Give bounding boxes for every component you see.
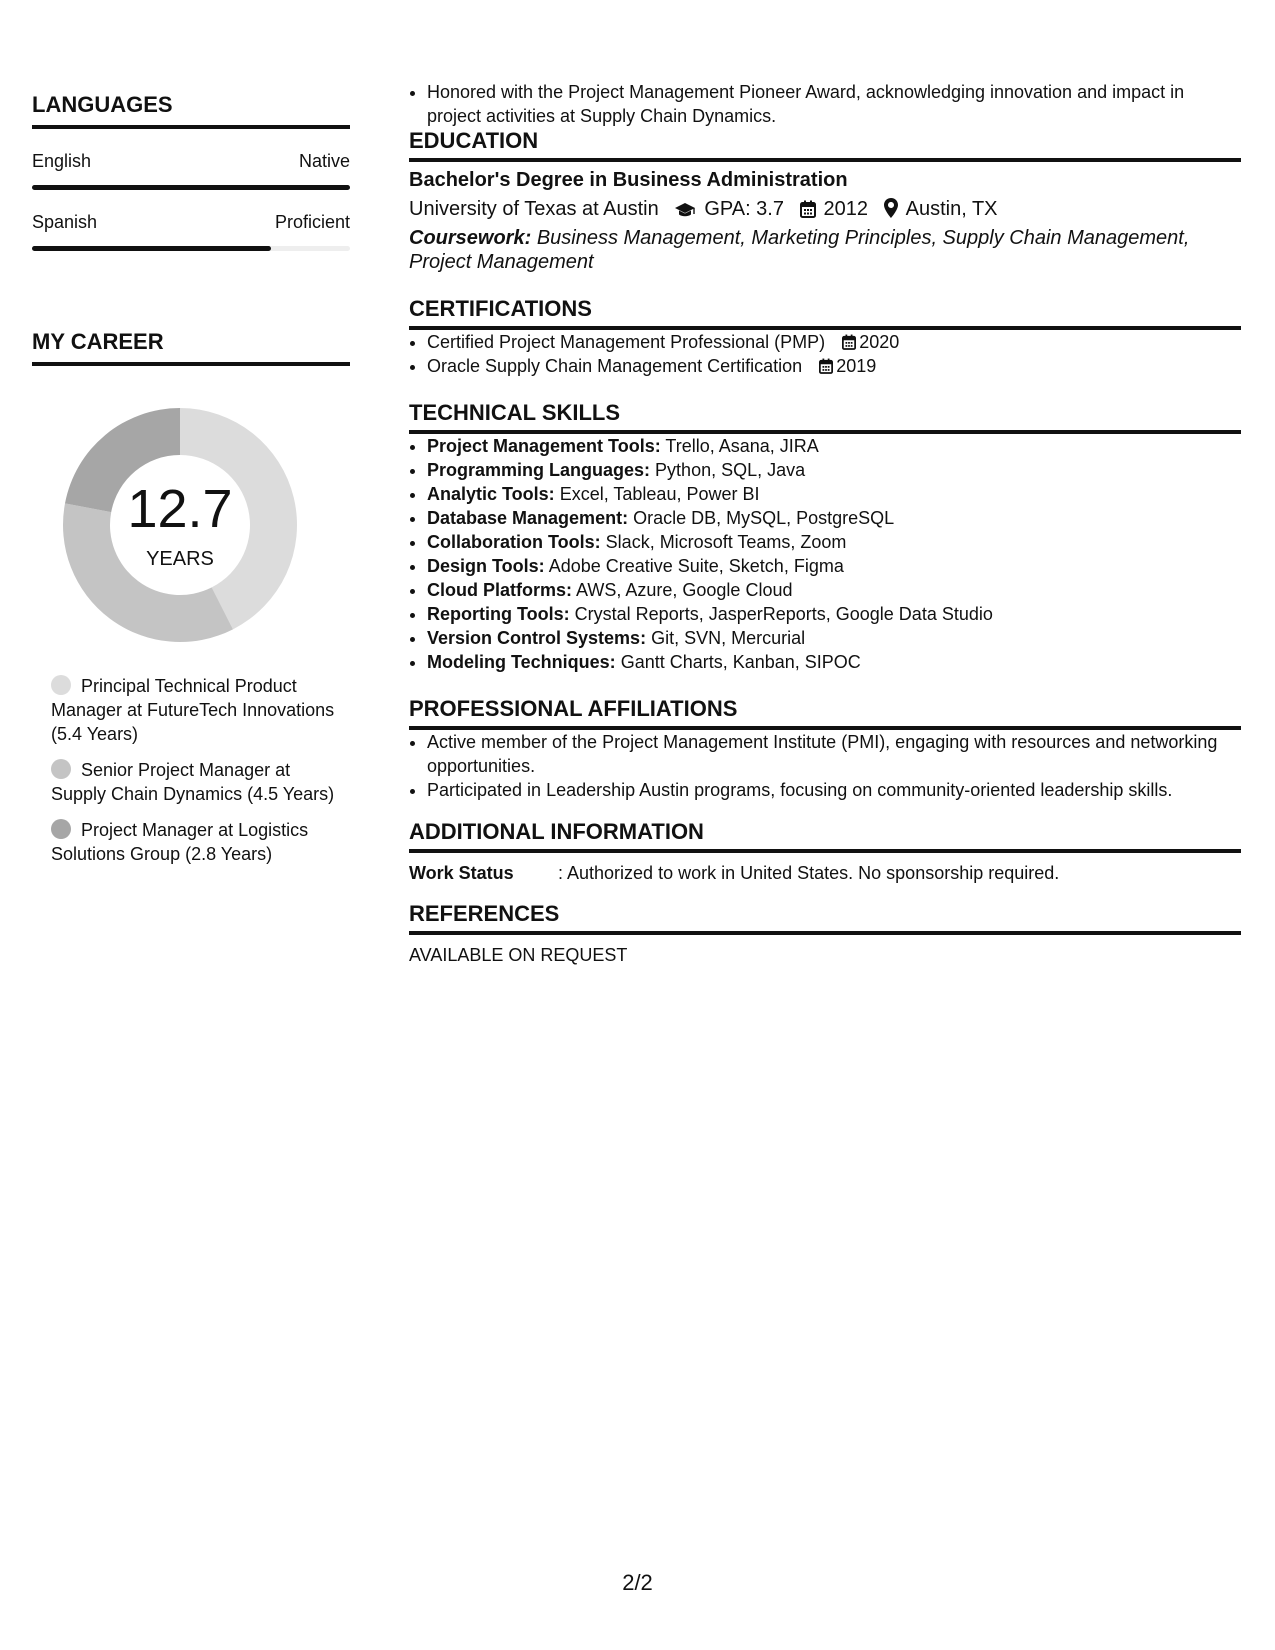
career-legend-label: Senior Project Manager at Supply Chain Dynamics (4.5 Years): [51, 760, 335, 804]
career-legend: [51, 674, 341, 866]
skill-label: Programming Languages:: [427, 460, 651, 480]
skill-item: [427, 602, 1241, 626]
certification-name: Oracle Supply Chain Management Certification: [427, 356, 803, 376]
language-proficiency-fill: [32, 246, 271, 251]
skill-label: Analytic Tools:: [427, 484, 555, 504]
skill-item: [427, 650, 1241, 674]
education-heading: EDUCATION: [409, 128, 1241, 162]
skill-item: [427, 554, 1241, 578]
skill-item: [427, 434, 1241, 458]
school-name: University of Texas at Austin: [409, 198, 659, 220]
certification-name: Certified Project Management Professional (PMP): [427, 332, 826, 352]
coursework-label: Coursework:: [409, 227, 532, 249]
coursework-list: Business Management, Marketing Principles, Supply Chain Management, Project Management: [409, 227, 1190, 273]
language-level: Native: [298, 151, 350, 171]
page-number: 2/2: [622, 1570, 653, 1595]
certifications-heading: CERTIFICATIONS: [409, 296, 1241, 330]
certification-item: [427, 354, 1241, 378]
skill-value: Trello, Asana, JIRA: [665, 436, 819, 456]
skill-label: Database Management:: [427, 508, 629, 528]
skill-label: Design Tools:: [427, 556, 545, 576]
language-item: [32, 151, 350, 190]
education-meta: [409, 198, 1241, 221]
technical-skills-heading: TECHNICAL SKILLS: [409, 400, 1241, 434]
degree-title: Bachelor's Degree in Business Administration: [409, 169, 848, 191]
map-pin-icon: [884, 198, 898, 218]
language-proficiency-bar: [32, 246, 350, 251]
skill-value: Adobe Creative Suite, Sketch, Figma: [548, 556, 844, 576]
references-text: AVAILABLE ON REQUEST: [409, 945, 628, 965]
skill-label: Reporting Tools:: [427, 604, 570, 624]
legend-dot-icon: [51, 759, 71, 779]
education-section: [409, 128, 1241, 274]
references-heading: REFERENCES: [409, 901, 1241, 935]
skill-value: Oracle DB, MySQL, PostgreSQL: [633, 508, 895, 528]
calendar-icon: [819, 358, 833, 374]
skill-value: AWS, Azure, Google Cloud: [576, 580, 793, 600]
additional-info-heading: ADDITIONAL INFORMATION: [409, 819, 1241, 853]
certification-year: 2020: [859, 332, 900, 352]
certification-year: 2019: [836, 356, 877, 376]
skill-label: Project Management Tools:: [427, 436, 661, 456]
skill-value: Gantt Charts, Kanban, SIPOC: [620, 652, 861, 672]
language-proficiency-fill: [32, 185, 350, 190]
career-heading: MY CAREER: [32, 329, 350, 366]
work-status-label: Work Status: [409, 863, 514, 883]
skill-item: [427, 626, 1241, 650]
legend-dot-icon: [51, 819, 71, 839]
technical-skills-section: [409, 400, 1241, 674]
skill-value: Slack, Microsoft Teams, Zoom: [605, 532, 847, 552]
career-donut-chart: [55, 400, 305, 650]
additional-info-section: [409, 819, 1241, 884]
certifications-list: [409, 330, 1241, 378]
career-legend-label: Project Manager at Logistics Solutions Group (2.8 Years): [51, 820, 309, 864]
affiliations-list: [409, 730, 1241, 802]
skill-item: [427, 506, 1241, 530]
skill-item: [427, 578, 1241, 602]
language-name: English: [32, 151, 92, 171]
career-total-unit: YEARS: [146, 548, 214, 570]
gpa-value: GPA: 3.7: [704, 198, 784, 220]
work-status-value: : Authorized to work in United States. No sponsorship required.: [558, 863, 1060, 883]
skill-label: Collaboration Tools:: [427, 532, 601, 552]
career-legend-item: [51, 758, 341, 806]
coursework: [409, 226, 1241, 274]
skill-label: Version Control Systems:: [427, 628, 647, 648]
language-item: [32, 212, 350, 251]
achievement-item: • Honored with the Project Management Pioneer Award, acknowledging innovation and impact in project activities at Supply Chain Dynamics.: [427, 80, 1241, 128]
calendar-icon: [842, 334, 856, 350]
school-location: Austin, TX: [905, 198, 998, 220]
skill-item: [427, 530, 1241, 554]
skill-item: [427, 458, 1241, 482]
graduation-year: 2012: [823, 198, 869, 220]
career-legend-label: Principal Technical Product Manager at FutureTech Innovations (5.4 Years): [51, 676, 335, 744]
language-proficiency-bar: [32, 185, 350, 190]
calendar-icon: [800, 200, 816, 218]
achievements-continued: [409, 80, 1241, 128]
skill-value: Crystal Reports, JasperReports, Google Data Studio: [574, 604, 993, 624]
languages-heading: LANGUAGES: [32, 92, 350, 129]
legend-dot-icon: [51, 675, 71, 695]
affiliations-section: [409, 696, 1241, 802]
language-level: Proficient: [274, 212, 350, 232]
certifications-section: [409, 296, 1241, 378]
language-name: Spanish: [32, 212, 98, 232]
sidebar: [32, 92, 350, 878]
skill-item: [427, 482, 1241, 506]
affiliation-item: • Participated in Leadership Austin programs, focusing on community-oriented leadership skills.: [427, 778, 1241, 802]
career-legend-item: [51, 818, 341, 866]
skill-label: Cloud Platforms:: [427, 580, 573, 600]
affiliation-item: • Active member of the Project Management Institute (PMI), engaging with resources and networking opportunities.: [427, 730, 1241, 778]
work-status-row: [409, 863, 1241, 884]
career-legend-item: [51, 674, 341, 746]
technical-skills-list: [409, 434, 1241, 674]
skill-label: Modeling Techniques:: [427, 652, 616, 672]
main-content: [409, 80, 1241, 966]
skill-value: Git, SVN, Mercurial: [651, 628, 806, 648]
affiliations-heading: PROFESSIONAL AFFILIATIONS: [409, 696, 1241, 730]
graduation-cap-icon: [674, 202, 696, 218]
references-section: [409, 901, 1241, 966]
skill-value: Python, SQL, Java: [655, 460, 806, 480]
skill-value: Excel, Tableau, Power BI: [559, 484, 760, 504]
certification-item: [427, 330, 1241, 354]
career-total-years: 12.7: [127, 479, 233, 539]
